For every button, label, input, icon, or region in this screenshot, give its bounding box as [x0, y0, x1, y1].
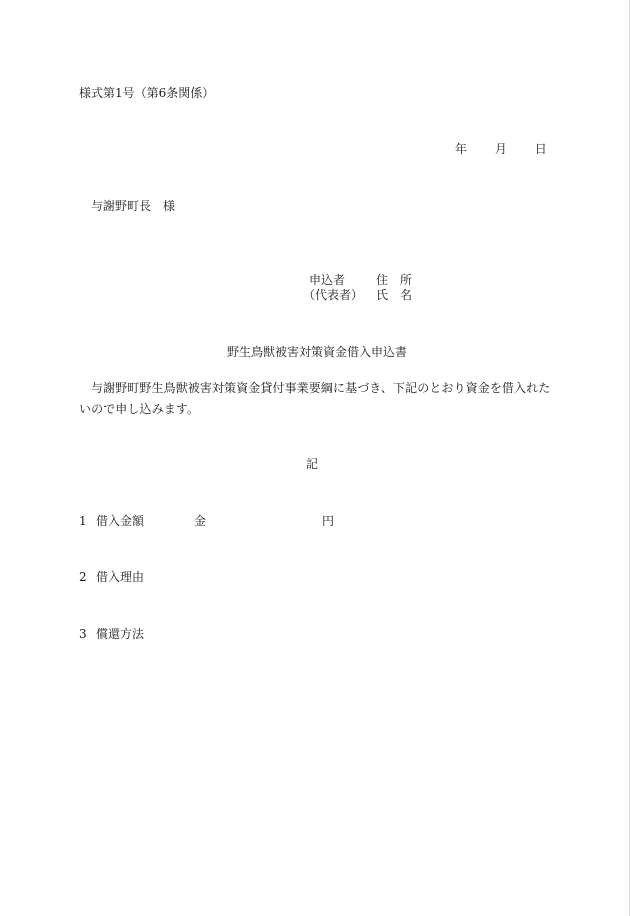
item-label: 借入金額: [96, 514, 145, 528]
item-number: 3: [79, 627, 87, 641]
representative-label: （代表者）: [303, 288, 364, 302]
body-paragraph: 与謝野町野生鳥獣被害対策資金貸付事業要綱に基づき、下記のとおり資金を借入れたいので申し込みます。: [79, 381, 551, 416]
form-number: 様式第1号（第6条関係）: [79, 86, 215, 100]
item-loan-reason: [79, 570, 144, 584]
item-loan-amount: [79, 514, 334, 528]
name-label-1: 氏: [376, 288, 389, 302]
addressee: [91, 199, 175, 213]
applicant-address-row: [303, 273, 412, 287]
date-line: [455, 142, 547, 156]
date-day-label: 日: [534, 142, 547, 156]
amount-suffix: 円: [322, 514, 335, 528]
address-label-2: 所: [400, 273, 413, 287]
item-repayment-method: [79, 627, 144, 641]
addressee-honorific: 様: [163, 199, 176, 213]
amount-prefix: 金: [194, 514, 207, 528]
document-title: 野生鳥獣被害対策資金借入申込書: [227, 345, 408, 359]
item-number: 2: [79, 570, 87, 584]
addressee-name: 与謝野町長: [91, 199, 152, 213]
ki-heading: 記: [306, 457, 319, 471]
date-year-label: 年: [455, 142, 468, 156]
name-label-2: 名: [400, 288, 413, 302]
applicant-label: 申込者: [309, 273, 346, 287]
item-label: 償還方法: [96, 627, 145, 641]
item-label: 借入理由: [96, 570, 145, 584]
date-month-label: 月: [494, 142, 507, 156]
applicant-block: [303, 273, 412, 303]
item-number: 1: [79, 514, 87, 528]
address-label-1: 住: [376, 273, 389, 287]
applicant-name-row: [303, 288, 412, 302]
